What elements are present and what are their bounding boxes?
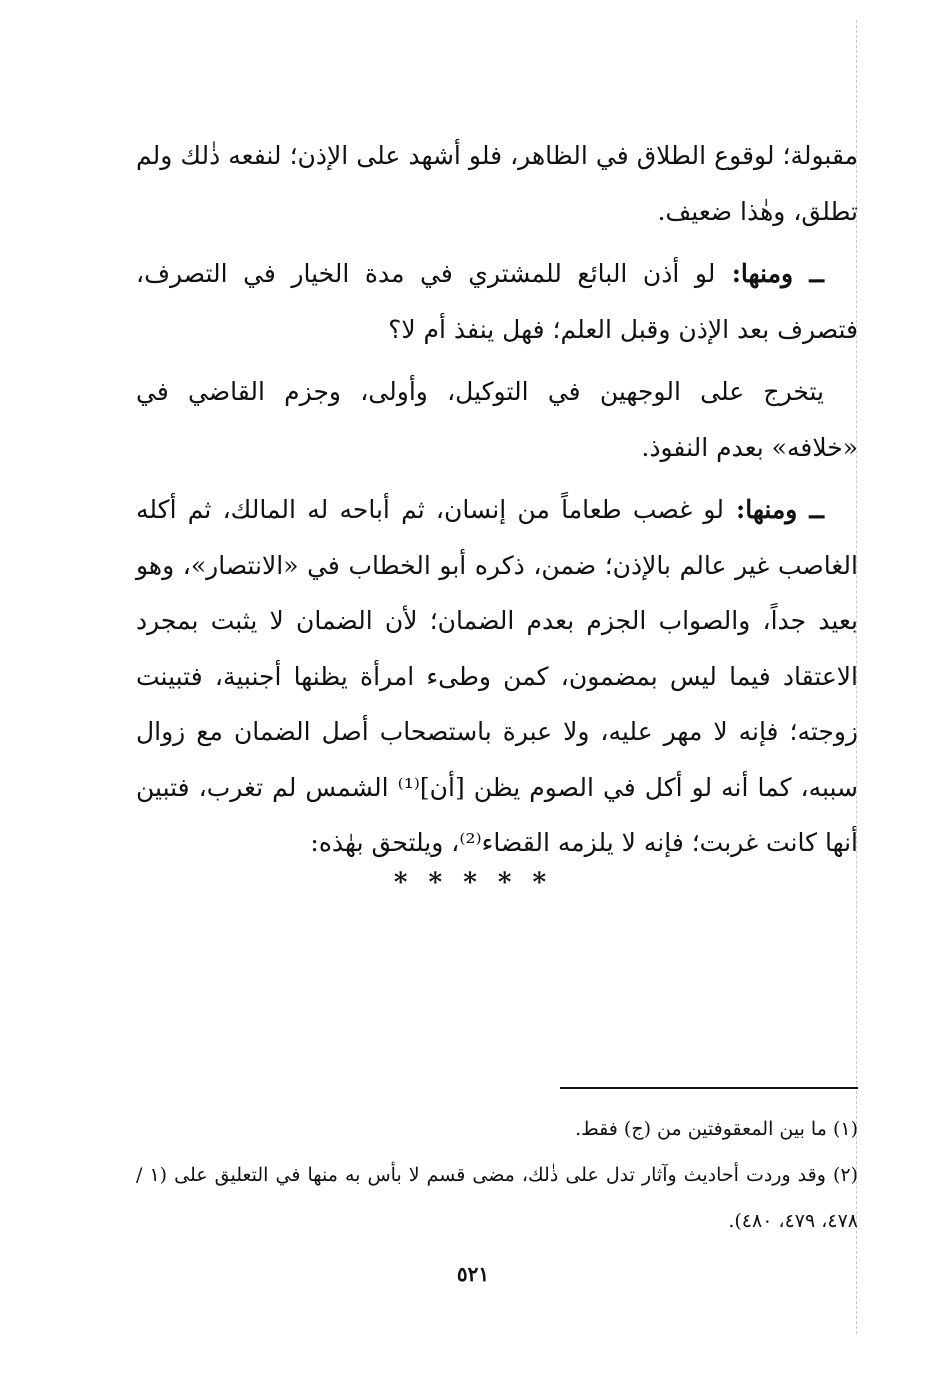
page-number: ٥٢١ xyxy=(456,1262,490,1286)
footnote-rule xyxy=(560,1087,858,1089)
paragraph-ruling xyxy=(136,364,858,475)
footnote-2: (٢) وقد وردت أحاديث وآثار تدل على ذٰلك، مضى قسم لا بأس به منها في التعليق على (١ / ٤٧٨، ٤٧٩، ٤٨٠). xyxy=(136,1164,858,1232)
paragraph-lead: ــ ومنها: xyxy=(723,495,824,524)
paragraph-lead: ــ ومنها: xyxy=(715,259,824,288)
paragraph-example-permission-sale xyxy=(136,246,858,357)
paragraph-text: لو أذن البائع للمشتري في مدة الخيار في التصرف، فتصرف بعد الإذن وقبل العلم؛ فهل ينفذ أم لا؟ xyxy=(136,259,858,344)
footnote-1: (١) ما بين المعقوفتين من (ج) فقط. xyxy=(575,1118,858,1140)
paragraph-continuation xyxy=(136,128,858,239)
paragraph-text: مقبولة؛ لوقوع الطلاق في الظاهر، فلو أشهد على الإذن؛ لنفعه ذٰلك ولم تطلق، وهٰذا ضعيف. xyxy=(136,141,858,226)
paragraph-example-usurped-food xyxy=(136,482,858,871)
paragraph-text: يتخرج على الوجهين في التوكيل، وأولى، وجزم القاضي في «خلافه» بعدم النفوذ. xyxy=(136,377,858,462)
paragraph-text: لو غصب طعاماً من إنسان، ثم أباحه له المالك، ثم أكله الغاصب غير عالم بالإذن؛ ضمن، ذكره أبو الخطاب في «الانتصار»، وهو بعيد جداً، والصواب الجزم بعدم الضمان؛ لأن الضمان لا يثبت بمجرد الاعتقاد فيما ليس بمضمون، كمن وطىء امرأة يظنها أجنبية، فتبينت زوجته؛ فإنه لا مهر عليه، ولا عبرة باستصحاب أصل الضمان مع زوال سببه، كما أنه لو أكل في الصوم يظن [أن]⁽¹⁾ الشمس لم تغرب، فتبين أنها كانت غربت؛ فإنه لا يلزمه القضاء⁽²⁾، ويلتحق بهٰذه: xyxy=(136,495,859,857)
section-separator: * * * * * xyxy=(393,868,553,898)
main-text xyxy=(136,128,858,878)
footnotes xyxy=(136,1106,858,1244)
